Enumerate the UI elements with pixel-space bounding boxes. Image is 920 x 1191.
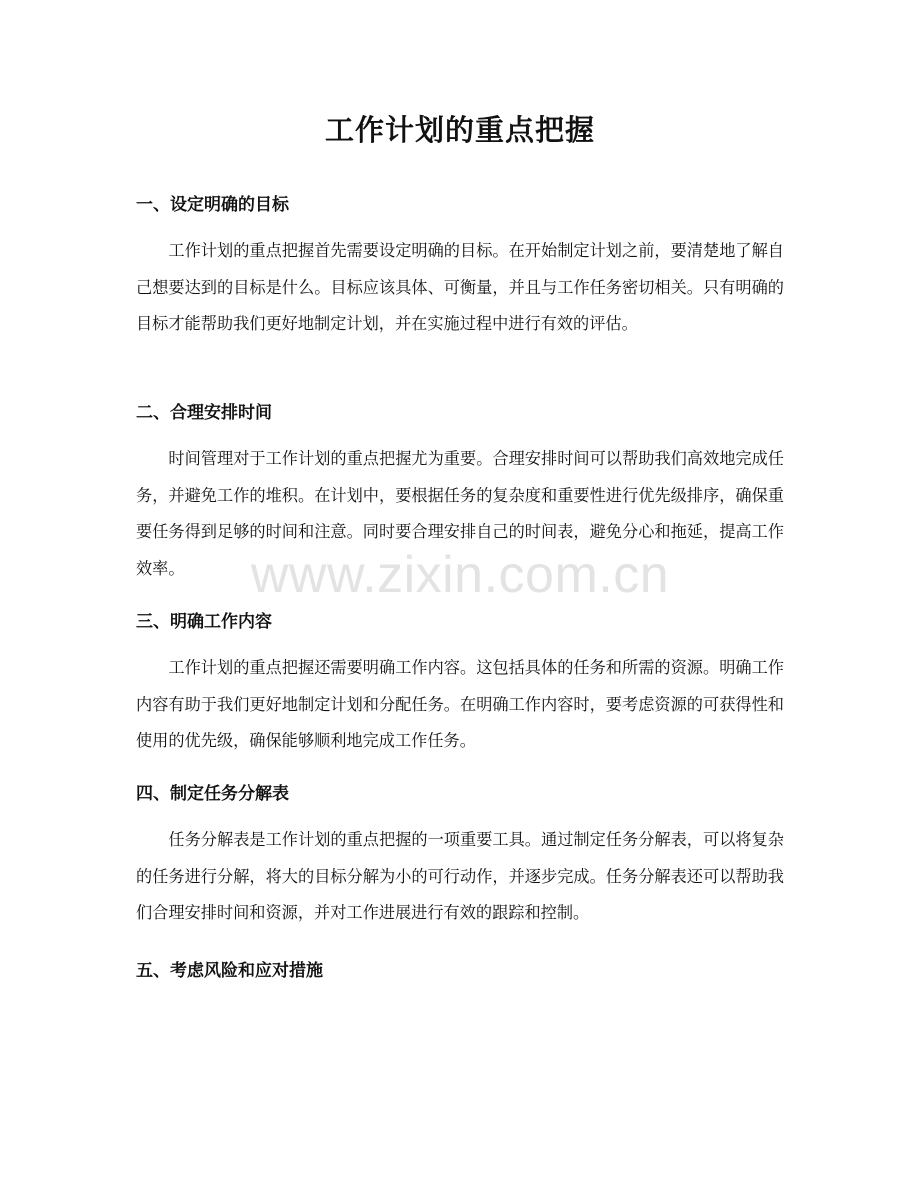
section-1-heading: 一、设定明确的目标 [136, 195, 289, 215]
watermark: www.zixin.com.cn [250, 546, 670, 604]
section-2-body: 时间管理对于工作计划的重点把握尤为重要。合理安排时间可以帮助我们高效地完成任务，并避免工作的堆积。在计划中，要根据任务的复杂度和重要性进行优先级排序，确保重要任务得到足够的时间和注意。同时要合理安排自己的时间表，避免分心和拖延，提高工作效率。 [136, 449, 784, 578]
section-2-heading: 二、合理安排时间 [136, 403, 272, 423]
section-5-heading: 五、考虑风险和应对措施 [136, 961, 323, 981]
section-3-heading: 三、明确工作内容 [136, 612, 272, 632]
section-4-body: 任务分解表是工作计划的重点把握的一项重要工具。通过制定任务分解表，可以将复杂的任务进行分解，将大的目标分解为小的可行动作，并逐步完成。任务分解表还可以帮助我们合理安排时间和资源，并对工作进展进行有效的跟踪和控制。 [136, 830, 784, 922]
section-4-heading: 四、制定任务分解表 [136, 784, 289, 804]
section-1-body: 工作计划的重点把握首先需要设定明确的目标。在开始制定计划之前，要清楚地了解自己想要达到的目标是什么。目标应该具体、可衡量，并且与工作任务密切相关。只有明确的目标才能帮助我们更好地制定计划，并在实施过程中进行有效的评估。 [136, 241, 784, 333]
section-3-body: 工作计划的重点把握还需要明确工作内容。这包括具体的任务和所需的资源。明确工作内容有助于我们更好地制定计划和分配任务。在明确工作内容时，要考虑资源的可获得性和使用的优先级，确保能够顺利地完成工作任务。 [136, 658, 784, 750]
document-title: 工作计划的重点把握 [324, 113, 595, 147]
